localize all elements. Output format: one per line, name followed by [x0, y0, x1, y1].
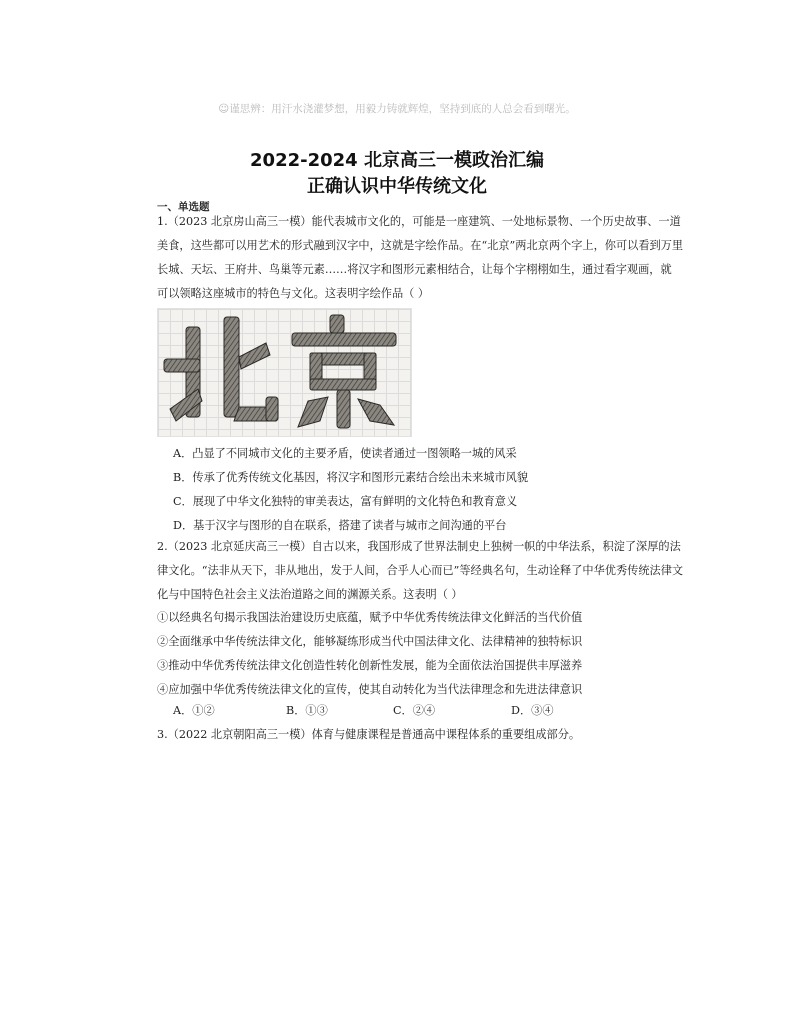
q2-statement-4: ④应加强中华优秀传统法律文化的宣传，使其自动转化为当代法律理念和先进法律意识	[157, 683, 583, 696]
q1-line-1: 1.（2023 北京房山高三一模）能代表城市文化的，可能是一座建筑、一处地标景物、一个历史故事、一道	[157, 215, 681, 228]
q2-choice-a: A．①②	[173, 704, 215, 717]
q1-option-b: B．传承了优秀传统文化基因，将汉字和图形元素结合绘出未来城市风貌	[173, 471, 529, 484]
q2-statement-1: ①以经典名句揭示我国法治建设历史底蕴，赋予中华优秀传统法律文化鲜活的当代价值	[157, 611, 583, 624]
q2-line-3: 化与中国特色社会主义法治道路之间的渊源关系。这表明（ ）	[157, 588, 463, 601]
section-heading: 一、单选题	[157, 201, 210, 213]
q2-choice-b: B．①③	[286, 704, 328, 717]
q2-statement-3: ③推动中华优秀传统法律文化创造性转化创新性发展，能为全面依法治国提供丰厚滋养	[157, 659, 583, 672]
q2-line-2: 律文化。“法非从天下，非从地出，发于人间，合乎人心而已”等经典名句，生动诠释了中华优秀传统法律文	[157, 564, 684, 577]
doc-title: 2022-2024 北京高三一模政治汇编	[250, 150, 544, 171]
q2-line-1: 2.（2023 北京延庆高三一模）自古以来，我国形成了世界法制史上独树一帜的中华法系，积淀了深厚的法	[157, 540, 681, 553]
q2-statement-2: ②全面继承中华传统法律文化，能够凝练形成当代中国法律文化、法律精神的独特标识	[157, 635, 583, 648]
doc-subtitle: 正确认识中华传统文化	[307, 176, 487, 197]
beijing-calligraphy-image	[157, 308, 412, 437]
q2-choice-c: C．②④	[393, 704, 436, 717]
q2-choice-d: D．③④	[511, 704, 554, 717]
watermark-slogan: ☺谨思辨：用汗水浇灌梦想，用毅力铸就辉煌，坚持到底的人总会看到曙光。	[218, 103, 576, 115]
q1-line-4: 可以领略这座城市的特色与文化。这表明字绘作品（ ）	[157, 287, 430, 300]
q1-option-a: A．凸显了不同城市文化的主要矛盾，使读者通过一图领略一城的风采	[173, 447, 517, 460]
q1-line-3: 长城、天坛、王府井、鸟巢等元素……将汉字和图形元素相结合，让每个字栩栩如生，通过看字观画，就	[157, 263, 672, 276]
q1-line-2: 美食，这些都可以用艺术的形式融到汉字中，这就是字绘作品。在“北京”两北京两个字上，你可以看到万里	[157, 239, 684, 252]
q3-line-1: 3.（2022 北京朝阳高三一模）体育与健康课程是普通高中课程体系的重要组成部分。	[157, 728, 581, 741]
q1-option-d: D．基于汉字与图形的自在联系，搭建了读者与城市之间沟通的平台	[173, 519, 507, 532]
q1-option-c: C．展现了中华文化独特的审美表达，富有鲜明的文化特色和教育意义	[173, 495, 518, 508]
